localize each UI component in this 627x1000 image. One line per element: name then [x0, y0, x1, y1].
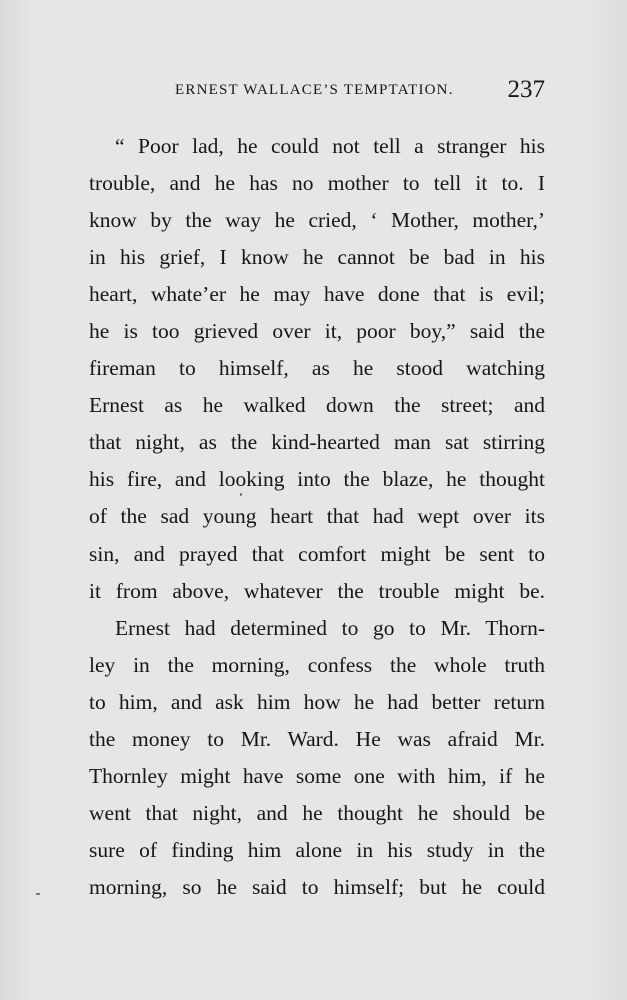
text-line: of the sad young heart that had wept over its [89, 504, 545, 529]
paper-speck [240, 493, 242, 496]
text-line: the money to Mr. Ward. He was afraid Mr. [89, 726, 545, 751]
text-line: know by the way he cried, ‘ Mother, mother,’ [89, 208, 545, 233]
text-line: to him, and ask him how he had better return [89, 689, 545, 714]
text-line: “ Poor lad, he could not tell a stranger his [115, 134, 545, 158]
text-line: sin, and prayed that comfort might be sent to [89, 541, 545, 566]
running-title: ERNEST WALLACE’S TEMPTATION. [175, 82, 454, 98]
text-line: heart, whate’er he may have done that is evil; [89, 282, 545, 307]
text-line: Thornley might have some one with him, if he [89, 763, 545, 788]
text-line: in his grief, I know he cannot be bad in his [89, 245, 545, 270]
text-line: trouble, and he has no mother to tell it to. I [89, 171, 545, 196]
paper-speck [36, 893, 40, 895]
text-line: sure of finding him alone in his study in the [89, 837, 545, 862]
text-line: fireman to himself, as he stood watching [89, 356, 545, 381]
text-line: that night, as the kind-hearted man sat stirring [89, 430, 545, 455]
text-line: went that night, and he thought he should be [89, 800, 545, 825]
body-text [89, 128, 545, 906]
text-line: morning, so he said to himself; but he could [89, 874, 545, 899]
page-header [175, 76, 545, 110]
text-line: it from above, whatever the trouble might be. [89, 578, 545, 603]
text-line: ley in the morning, confess the whole truth [89, 652, 545, 677]
text-line: Ernest had determined to go to Mr. Thorn- [115, 615, 545, 640]
text-line: he is too grieved over it, poor boy,” said the [89, 319, 545, 344]
text-line: Ernest as he walked down the street; and [89, 393, 545, 418]
text-line: his fire, and looking into the blaze, he thought [89, 467, 545, 492]
page-number: 237 [507, 76, 545, 103]
